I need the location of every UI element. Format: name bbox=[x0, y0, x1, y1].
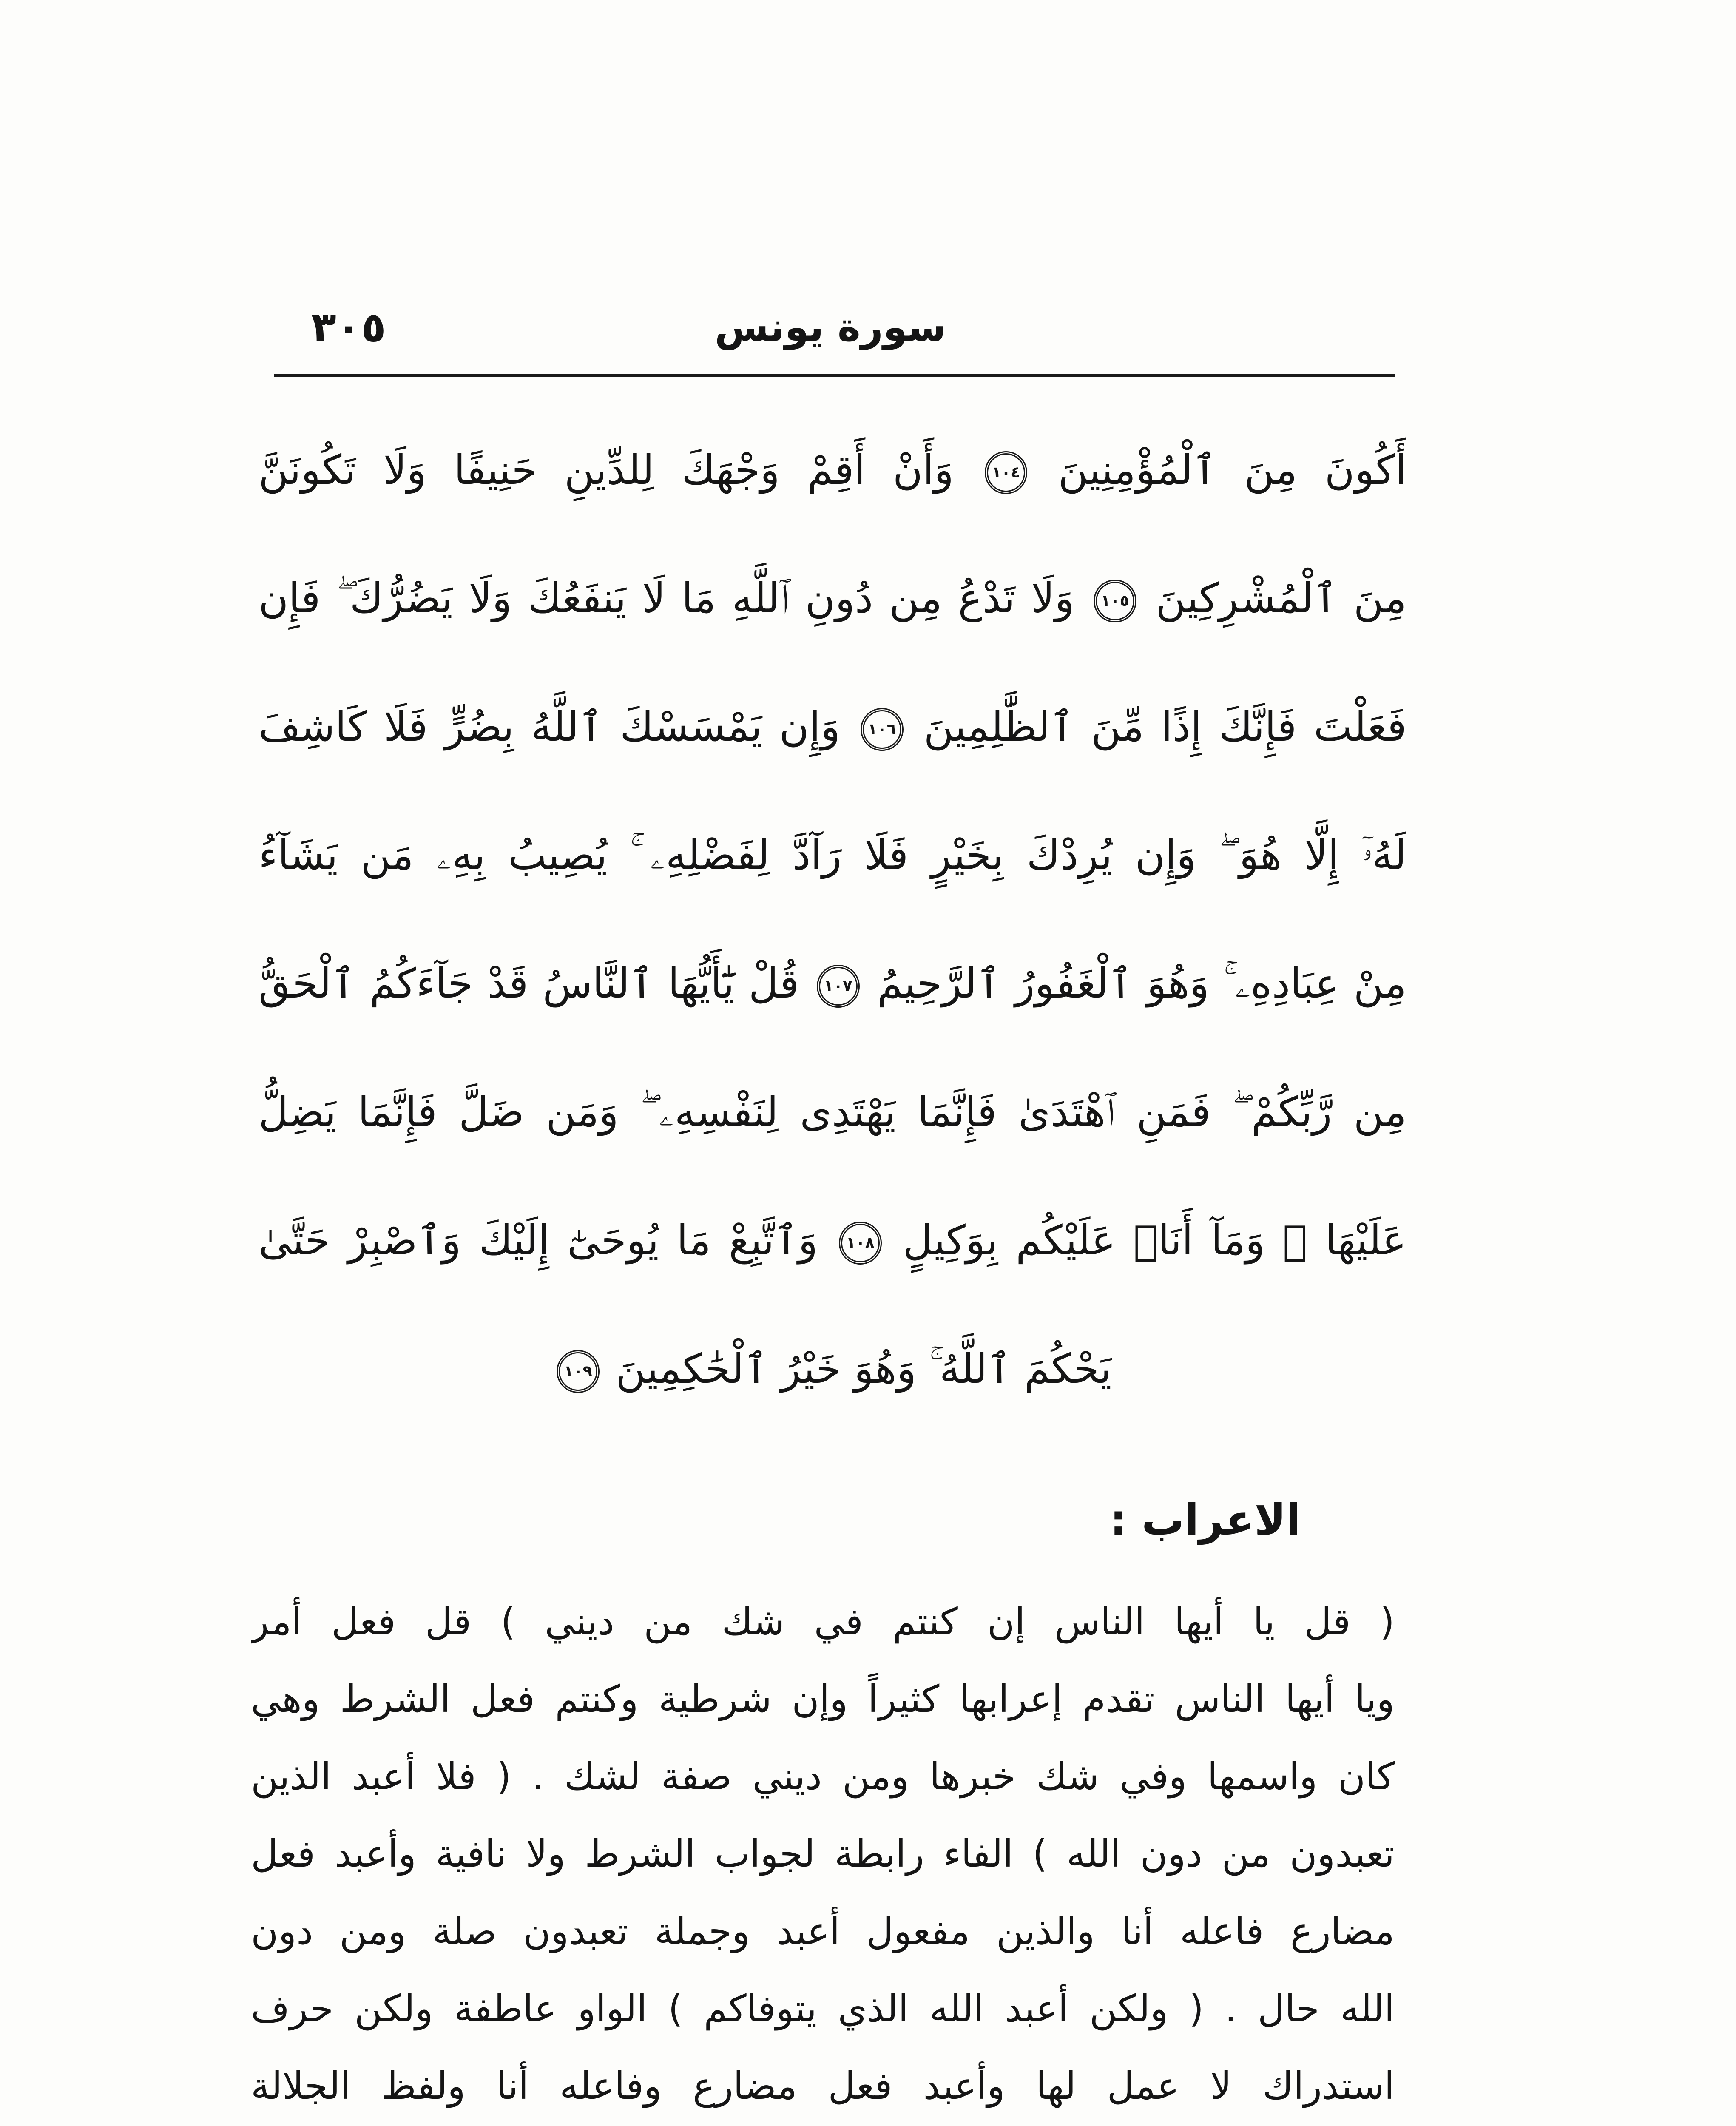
quran-line bbox=[259, 791, 1406, 919]
quran-text-segment: مِنَ ٱلْمُشْرِكِينَ bbox=[1156, 574, 1406, 622]
quran-text-segment: وَأَنْ أَقِمْ وَجْهَكَ لِلدِّينِ حَنِيفًا وَلَا تَكُونَنَّ bbox=[259, 446, 954, 494]
verse-number: ١٠٧ bbox=[824, 977, 852, 995]
quran-text-segment: مِن رَّبِّكُمْ ۖ فَمَنِ ٱهْتَدَىٰ فَإِنَّمَا يَهْتَدِى لِنَفْسِهِۦ ۖ وَمَن ضَلَّ فَإِنَّمَا يَضِلُّ bbox=[259, 1088, 1406, 1136]
quran-line bbox=[259, 919, 1406, 1048]
quran-line bbox=[259, 662, 1406, 791]
i3rab-paragraph bbox=[251, 1583, 1395, 2126]
quran-line bbox=[259, 1048, 1406, 1176]
quran-text-segment: لَهُۥٓ إِلَّا هُوَ ۖ وَإِن يُرِدْكَ بِخَيْرٍ فَلَا رَآدَّ لِفَضْلِهِۦ ۚ يُصِيبُ بِهِۦ مَن يَشَآءُ bbox=[259, 831, 1406, 879]
verse-number: ١٠٤ bbox=[992, 463, 1020, 482]
i3rab-line: كان واسمها وفي شك خبرها ومن ديني صفة لشك . ( فلا أعبد الذين bbox=[251, 1754, 1395, 1798]
i3rab-line: ( قل يا أيها الناس إن كنتم في شك من ديني ) قل فعل أمر bbox=[251, 1600, 1395, 1643]
quran-text-segment: وَلَا تَدْعُ مِن دُونِ ٱللَّهِ مَا لَا يَنفَعُكَ وَلَا يَضُرُّكَ ۖ فَإِن bbox=[259, 574, 1074, 622]
surah-title: سورة يونس bbox=[714, 304, 946, 350]
verse-number: ١٠٩ bbox=[564, 1362, 592, 1381]
verse-number-marker bbox=[861, 708, 904, 751]
quran-text-segment: يَحْكُمَ ٱللَّهُ ۚ وَهُوَ خَيْرُ ٱلْحَٰكِمِينَ bbox=[616, 1345, 1112, 1393]
i3rab-line: مضارع فاعله أنا والذين مفعول أعبد وجملة تعبدون صلة ومن دون bbox=[251, 1909, 1395, 1953]
verse-number-marker bbox=[985, 451, 1028, 494]
quran-text-segment: أَكُونَ مِنَ ٱلْمُؤْمِنِينَ bbox=[1058, 446, 1406, 494]
i3rab-line: استدراك لا عمل لها وأعبد فعل مضارع وفاعله أنا ولفظ الجلالة bbox=[251, 2064, 1395, 2108]
verse-number-marker bbox=[817, 965, 860, 1008]
quran-line bbox=[259, 406, 1406, 534]
verse-number-marker bbox=[1094, 580, 1136, 622]
i3rab-line: الله حال . ( ولكن أعبد الله الذي يتوفاكم ) الواو عاطفة ولكن حرف bbox=[251, 1987, 1395, 2030]
quran-line-last bbox=[259, 1305, 1406, 1433]
verse-number-marker bbox=[839, 1222, 882, 1265]
i3rab-line: تعبدون من دون الله ) الفاء رابطة لجواب الشرط ولا نافية وأعبد فعل bbox=[251, 1832, 1395, 1876]
quran-text-block bbox=[259, 406, 1406, 1433]
quran-line bbox=[259, 534, 1406, 662]
verse-number: ١٠٨ bbox=[846, 1234, 875, 1252]
verse-number-marker bbox=[557, 1350, 600, 1393]
i3rab-heading: الاعراب : bbox=[1110, 1495, 1301, 1545]
quran-text-segment: مِنْ عِبَادِهِۦ ۚ وَهُوَ ٱلْغَفُورُ ٱلرَّحِيمُ bbox=[877, 960, 1406, 1007]
quran-text-segment: عَلَيْهَا ۖ وَمَآ أَنَا۠ عَلَيْكُم بِوَكِيلٍ bbox=[903, 1216, 1406, 1264]
quran-text-segment: وَإِن يَمْسَسْكَ ٱللَّهُ بِضُرٍّ فَلَا كَاشِفَ bbox=[259, 703, 841, 750]
verse-number: ١٠٦ bbox=[867, 720, 896, 739]
quran-line bbox=[259, 1176, 1406, 1305]
quran-text-segment: قُلْ يَٰٓأَيُّهَا ٱلنَّاسُ قَدْ جَآءَكُمُ ٱلْحَقُّ bbox=[259, 960, 799, 1007]
quran-text-segment: وَٱتَّبِعْ مَا يُوحَىٰٓ إِلَيْكَ وَٱصْبِرْ حَتَّىٰ bbox=[259, 1216, 818, 1264]
page-number: ٣٠٥ bbox=[311, 304, 386, 351]
header-rule bbox=[274, 374, 1395, 377]
i3rab-line: ويا أيها الناس تقدم إعرابها كثيراً وإن شرطية وكنتم فعل الشرط وهي bbox=[251, 1677, 1395, 1721]
quran-text-segment: فَعَلْتَ فَإِنَّكَ إِذًا مِّنَ ٱلظَّٰلِمِينَ bbox=[923, 703, 1406, 750]
verse-number: ١٠٥ bbox=[1101, 591, 1129, 610]
